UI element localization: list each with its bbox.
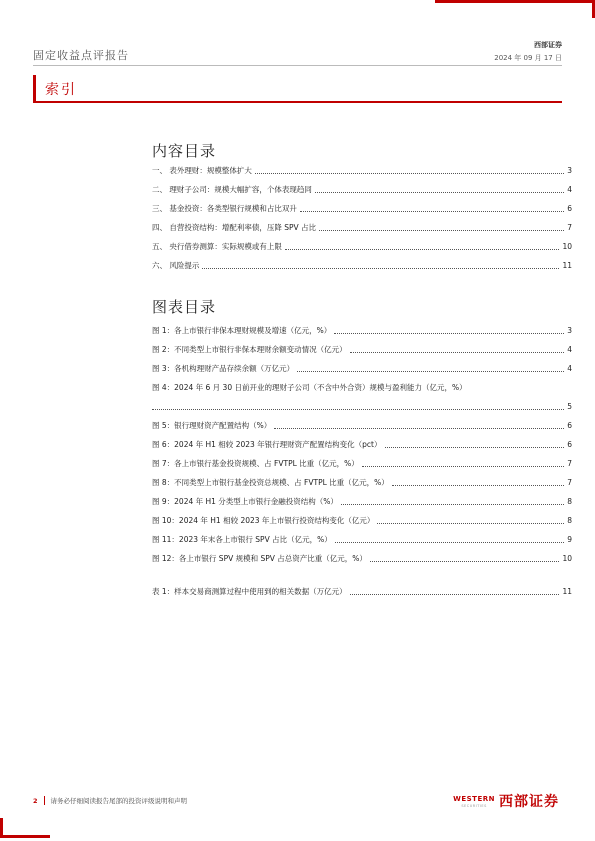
figure-entry-label: 图 10：2024 年 H1 相较 2023 年上市银行投资结构变化（亿元） [152, 516, 375, 525]
figure-entry-label: 图 7：各上市银行基金投资规模、占 FVTPL 比重（亿元，%） [152, 459, 359, 468]
figure-entry-page: 10 [562, 554, 572, 563]
toc-entry-page: 10 [562, 242, 572, 251]
figure-entry-page: 6 [567, 421, 572, 430]
corner-decoration-top [435, 0, 595, 3]
figure-entry-page: 3 [567, 326, 572, 335]
table-entry[interactable] [152, 582, 572, 601]
figure-entry-page: 6 [567, 440, 572, 449]
figure-entry[interactable] [152, 378, 572, 397]
dot-leader [385, 447, 565, 448]
figure-entry[interactable] [152, 492, 572, 511]
toc-list [152, 161, 572, 275]
figure-entry[interactable] [152, 435, 572, 454]
dot-leader [362, 466, 564, 467]
toc-entry[interactable] [152, 180, 572, 199]
figure-entry-page: 7 [567, 459, 572, 468]
figure-entry-page: 5 [567, 402, 572, 411]
table-entry-label: 表 1：样本交易商测算过程中使用到的相关数据（万亿元） [152, 587, 347, 596]
toc-entry[interactable] [152, 237, 572, 256]
figure-entry-page: 8 [567, 516, 572, 525]
dot-leader [335, 542, 565, 543]
header-company: 西部证券 [534, 41, 562, 49]
figure-entry[interactable] [152, 530, 572, 549]
toc-entry-page: 7 [567, 223, 572, 232]
toc-entry[interactable] [152, 218, 572, 237]
figure-entry-label: 图 5：银行理财资产配置结构（%） [152, 421, 272, 430]
header-date: 2024 年 09 月 17 日 [494, 54, 562, 62]
footer [33, 796, 187, 805]
header-divider [33, 65, 562, 66]
figure-entry[interactable] [152, 416, 572, 435]
toc-entry-label: 六、 风险提示 [152, 261, 200, 270]
corner-decoration-bottom [0, 835, 50, 838]
section-marker [33, 75, 36, 101]
company-logo [453, 791, 559, 811]
figure-entry-label: 图 3：各机构理财产品存续余额（万亿元） [152, 364, 295, 373]
logo-en-text: WESTERN [453, 794, 495, 803]
toc-entry[interactable] [152, 199, 572, 218]
dot-leader [341, 504, 564, 505]
dot-leader [334, 333, 564, 334]
toc-entry-page: 3 [567, 166, 572, 175]
figure-entry-label: 图 11：2023 年末各上市银行 SPV 占比（亿元，%） [152, 535, 332, 544]
dot-leader [350, 594, 560, 595]
dot-leader [300, 211, 564, 212]
toc-entry-label: 四、 自营投资结构：增配利率债，压降 SPV 占比 [152, 223, 317, 232]
dot-leader [392, 485, 564, 486]
figure-entry-continuation[interactable] [152, 397, 572, 416]
toc-entry-page: 4 [567, 185, 572, 194]
toc-entry-page: 6 [567, 204, 572, 213]
footer-separator [44, 796, 45, 805]
toc-entry[interactable] [152, 256, 572, 275]
dot-leader [350, 352, 565, 353]
figure-entry[interactable] [152, 321, 572, 340]
toc-entry-label: 二、 理财子公司：规模大幅扩容，个体表现趋同 [152, 185, 312, 194]
dot-leader [274, 428, 564, 429]
toc-entry-label: 三、 基金投资：各类型银行规模和占比双升 [152, 204, 297, 213]
logo-en-sub-text: SECURITIES [461, 803, 487, 808]
dot-leader [377, 523, 564, 524]
table-entry-page: 11 [562, 587, 572, 596]
section-title: 索引 [45, 82, 77, 98]
section-divider [33, 101, 562, 103]
figure-entry[interactable] [152, 549, 572, 568]
logo-cn-text: 西部证券 [499, 794, 559, 810]
dot-leader [202, 268, 559, 269]
figure-entry[interactable] [152, 511, 572, 530]
dot-leader [315, 192, 564, 193]
figure-entry-page: 4 [567, 364, 572, 373]
figure-entry-label: 图 9：2024 年 H1 分类型上市银行金融投资结构（%） [152, 497, 338, 506]
header-right [494, 40, 562, 63]
dot-leader [319, 230, 564, 231]
figure-entry-label: 图 12：各上市银行 SPV 规模和 SPV 占总资产比重（亿元，%） [152, 554, 367, 563]
figure-entry[interactable] [152, 340, 572, 359]
figure-entry-label: 图 8：不同类型上市银行基金投资总规模、占 FVTPL 比重（亿元，%） [152, 478, 389, 487]
dot-leader [285, 249, 560, 250]
toc-heading: 内容目录 [152, 142, 217, 160]
figure-entry-page: 7 [567, 478, 572, 487]
figure-entry-label: 图 6：2024 年 H1 相较 2023 年银行理财资产配置结构变化（pct） [152, 440, 382, 449]
dot-leader [297, 371, 564, 372]
figure-entry-label: 图 2：不同类型上市银行非保本理财余额变动情况（亿元） [152, 345, 347, 354]
figures-heading: 图表目录 [152, 298, 217, 316]
figure-entry-page: 9 [567, 535, 572, 544]
toc-entry[interactable] [152, 161, 572, 180]
footer-page-number: 2 [33, 796, 38, 805]
figure-entry[interactable] [152, 454, 572, 473]
report-type: 固定收益点评报告 [33, 49, 129, 62]
figures-list [152, 321, 572, 568]
dot-leader [255, 173, 564, 174]
toc-entry-label: 一、 表外理财：规模整体扩大 [152, 166, 252, 175]
tables-list [152, 582, 572, 601]
toc-entry-page: 11 [562, 261, 572, 270]
toc-entry-label: 五、 央行借券测算：实际规模或有上限 [152, 242, 282, 251]
footer-disclaimer: 请务必仔细阅读报告尾部的投资评级说明和声明 [50, 797, 188, 805]
figure-entry[interactable] [152, 359, 572, 378]
dot-leader [370, 561, 560, 562]
figure-entry-label: 图 4：2024 年 6 月 30 日前开业的理财子公司（不含中外合资）规模与盈利能力（亿元，%） [152, 383, 467, 392]
figure-entry[interactable] [152, 473, 572, 492]
figure-entry-page: 8 [567, 497, 572, 506]
figure-entry-label: 图 1：各上市银行非保本理财规模及增速（亿元，%） [152, 326, 332, 335]
corner-decoration-bottom-edge [0, 818, 3, 838]
dot-leader [152, 409, 564, 410]
logo-western [453, 795, 495, 808]
figure-entry-page: 4 [567, 345, 572, 354]
